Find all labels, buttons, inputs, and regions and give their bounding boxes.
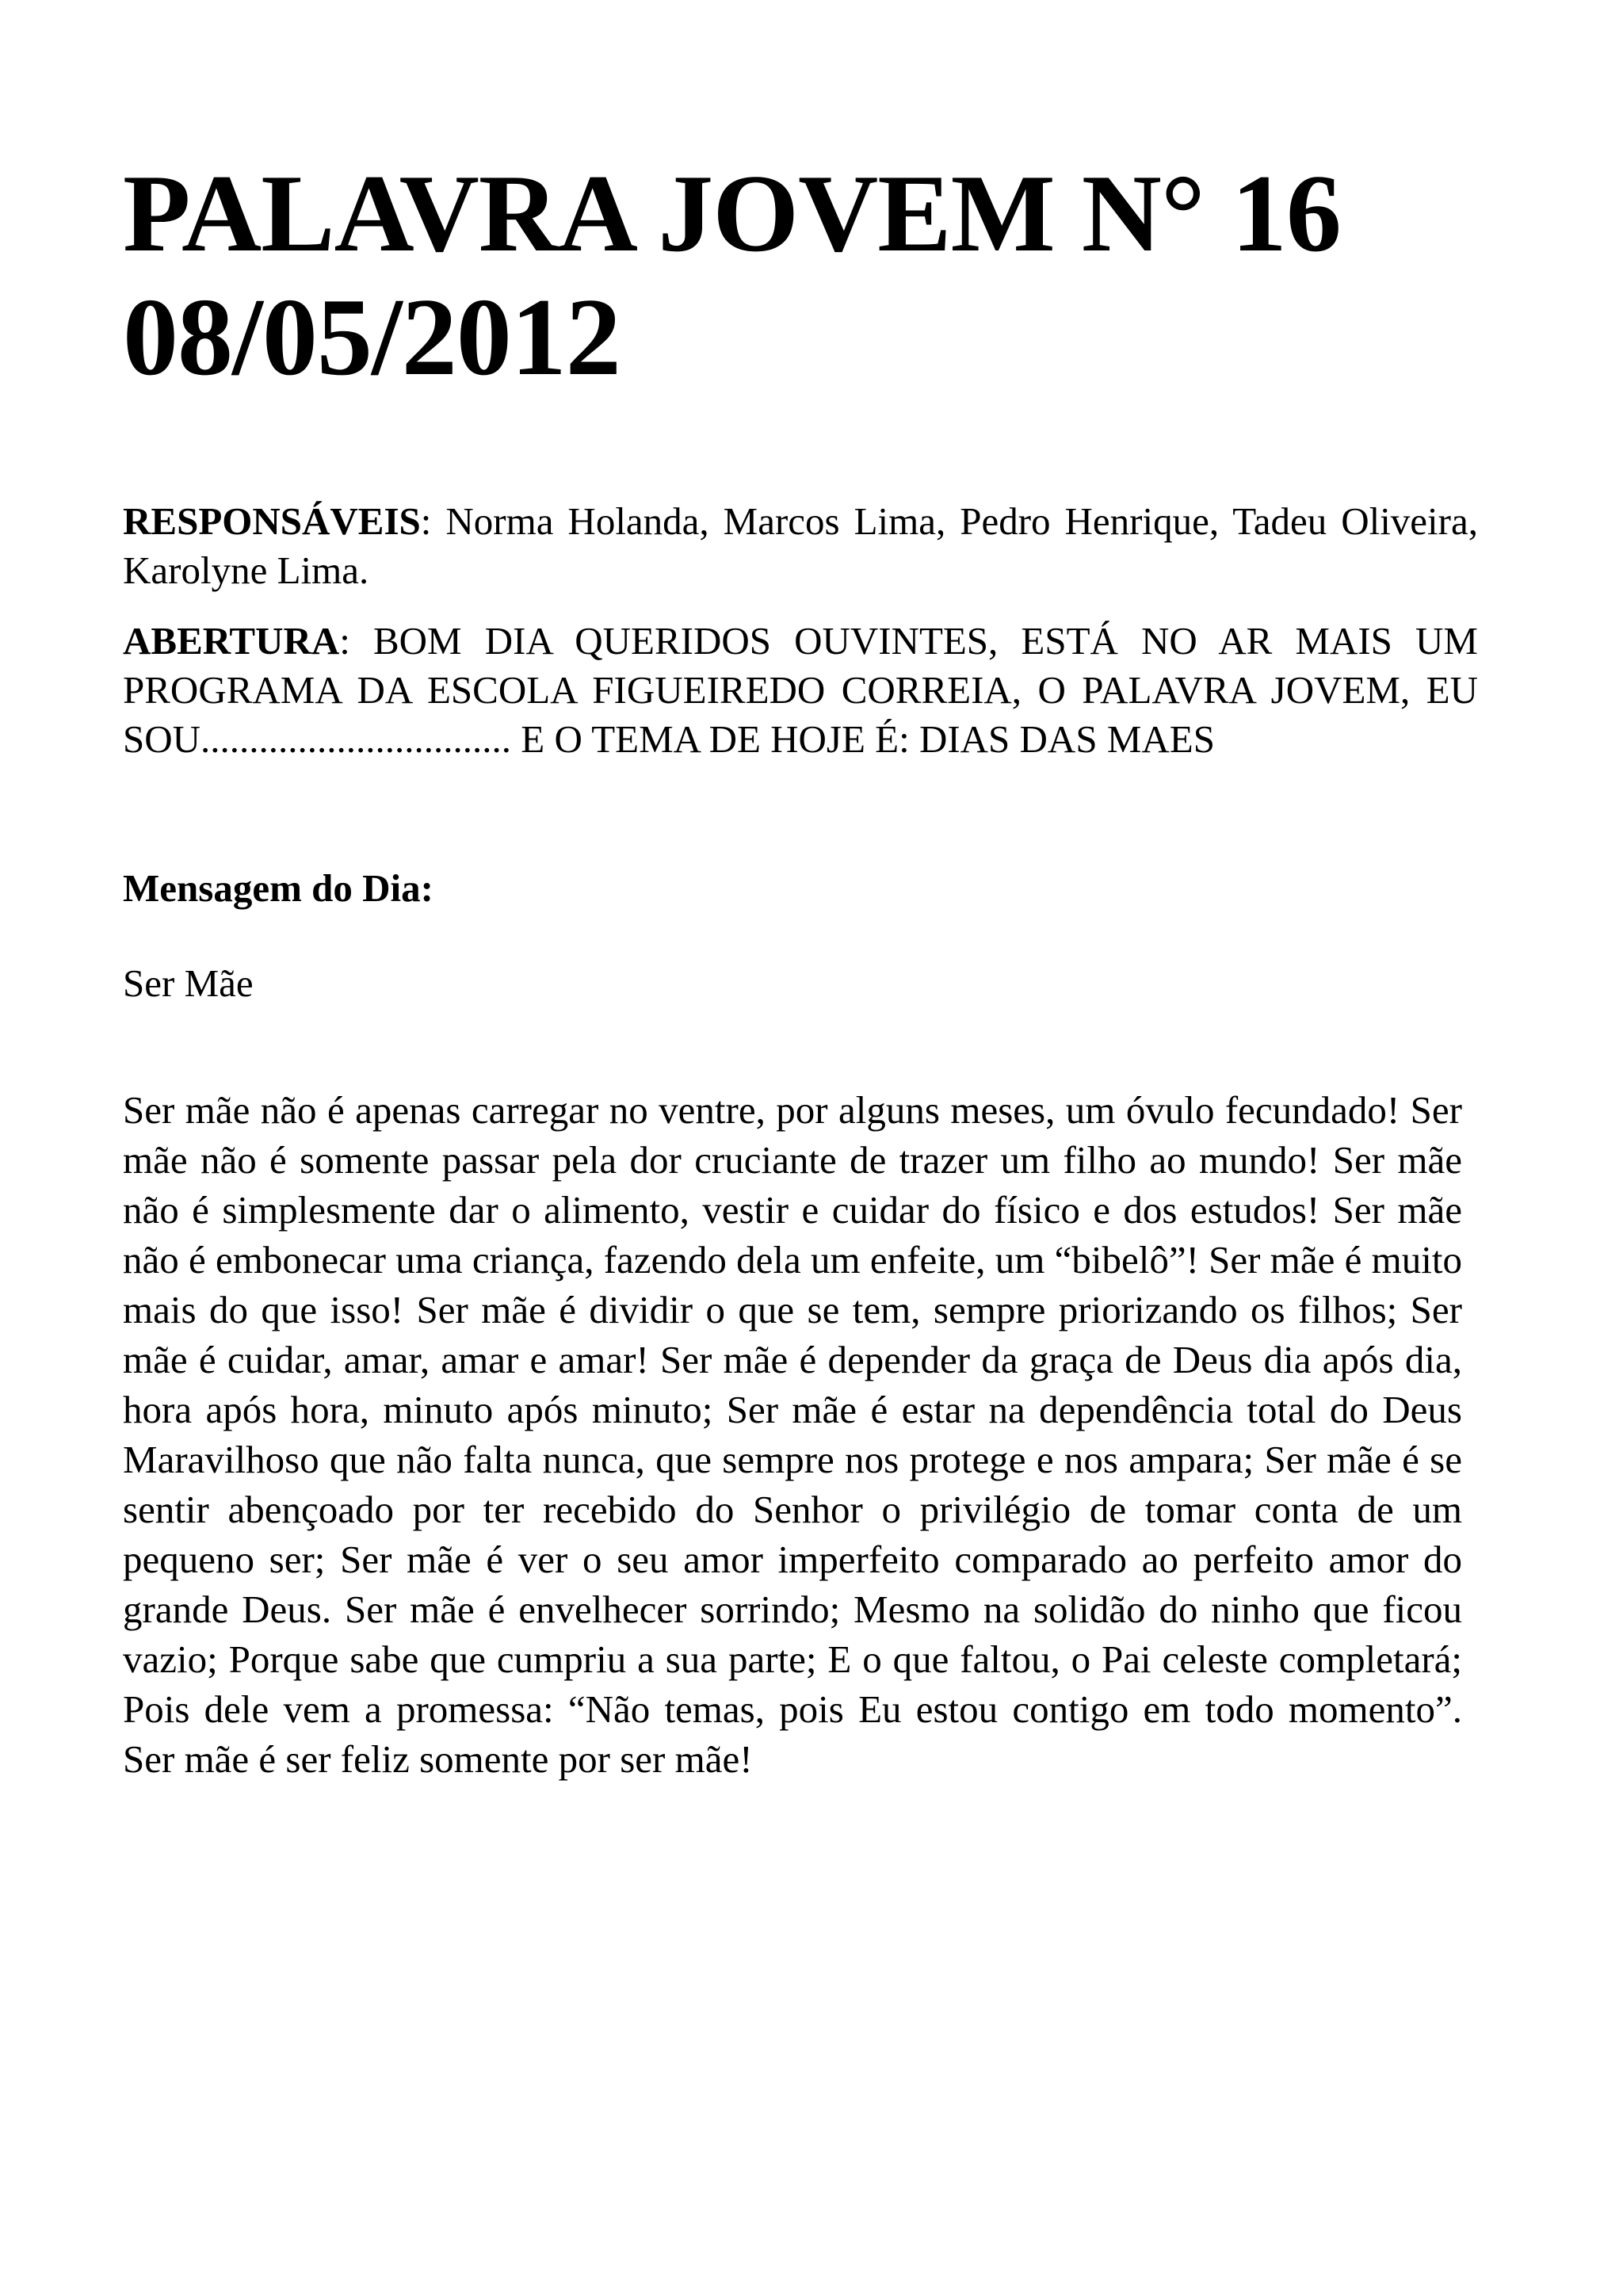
- responsaveis-label: RESPONSÁVEIS: [123, 499, 421, 543]
- abertura-label: ABERTURA: [123, 619, 340, 663]
- abertura-paragraph: [123, 617, 1478, 764]
- responsaveis-text: : Norma Holanda, Marcos Lima, Pedro Henrique, Tadeu Oliveira, Karolyne Lima.: [123, 499, 1478, 592]
- mensagem-body: Ser mãe não é apenas carregar no ventre, por alguns meses, um óvulo fecundado! Ser mãe não é somente passar pela dor cruciante de trazer um filho ao mundo! Ser mãe não é simplesmente dar o alimento, vestir e cuidar do físico e dos estudos! Ser mãe não é embonecar uma criança, fazendo dela um enfeite, um “bibelô”! Ser mãe é muito mais do que isso! Ser mãe é dividir o que se tem, sempre priorizando os filhos; Ser mãe é cuidar, amar, amar e amar! Ser mãe é depender da graça de Deus dia após dia, hora após hora, minuto após minuto; Ser mãe é estar na dependência total do Deus Maravilhoso que não falta nunca, que sempre nos protege e nos ampara; Ser mãe é se sentir abençoado por ter recebido do Senhor o privilégio de tomar conta de um pequeno ser; Ser mãe é ver o seu amor imperfeito comparado ao perfeito amor do grande Deus. Ser mãe é envelhecer sorrindo; Mesmo na solidão do ninho que ficou vazio; Porque sabe que cumpriu a sua parte; E o que faltou, o Pai celeste completará; Pois dele vem a promessa: “Não temas, pois Eu estou contigo em todo momento”. Ser mãe é ser feliz somente por ser mãe!: [123, 1088, 1462, 1781]
- page-title: [123, 152, 1478, 399]
- title-line-1: PALAVRA JOVEM N° 16: [123, 152, 1341, 275]
- abertura-text: : BOM DIA QUERIDOS OUVINTES, ESTÁ NO AR MAIS UM PROGRAMA DA ESCOLA FIGUEIREDO CORREIA, O PALAVRA JOVEM, EU SOU................................ E O TEMA DE HOJE É: DIAS DAS MAES: [123, 619, 1478, 761]
- mensagem-heading: Mensagem do Dia:: [123, 866, 433, 910]
- title-date: 08/05/2012: [123, 276, 621, 399]
- responsaveis-paragraph: [123, 497, 1478, 595]
- mensagem-title: Ser Mãe: [123, 961, 254, 1005]
